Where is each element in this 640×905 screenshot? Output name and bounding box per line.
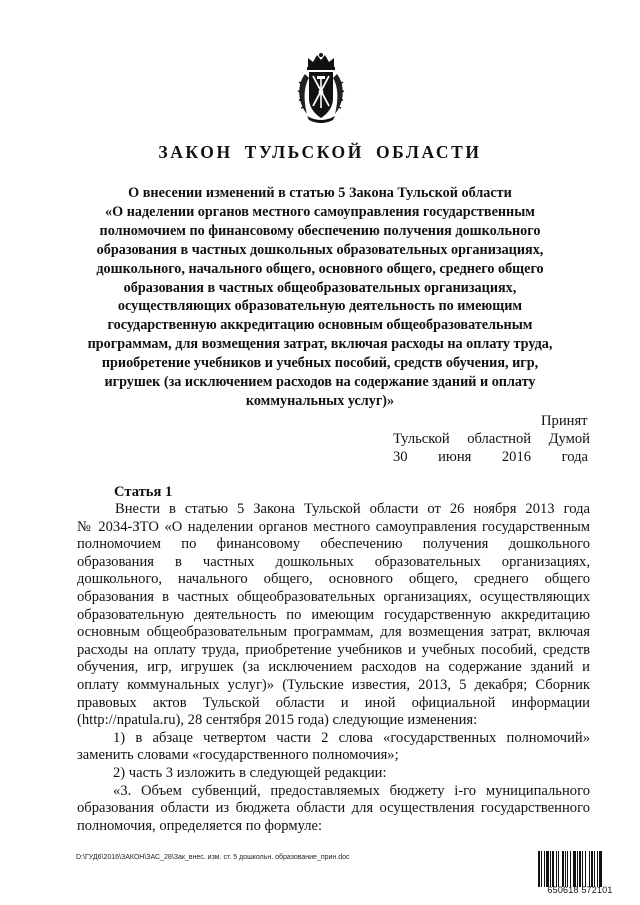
body-line: образования области из бюджета области для осуществления государственного [77,800,590,817]
adoption-accepted: Принят [541,413,588,429]
body-line: основным общеобразовательным программам, для возмещения затрат, включая [77,624,590,641]
adoption-word: Тульской [393,431,450,447]
footer-file-path: D:\ГУД6\2016\ЗАКОН\ЗАС_28\Зак_внес. изм. ст. 5 дошкольн. образование_прин.doc [76,854,350,861]
body-line: полномочием по финансовому обеспечению получения дошкольного [77,536,590,553]
body-line: «3. Объем субвенций, предоставляемых бюджету i-го муниципального [113,782,590,799]
subject-line: программам, для возмещения затрат, включая расходы на оплату труда, [87,336,553,353]
barcode-icon [538,851,622,887]
law-subject [80,184,560,411]
adoption-date [393,449,588,466]
body-line: полномочия, определяется по формуле: [77,817,323,834]
subject-line: образования в частных общеобразовательных организациях, [123,279,517,296]
adoption-word: Думой [548,431,590,447]
adoption-word: областной [467,431,532,447]
adoption-year-word: года [561,449,588,465]
body-line: расходы на оплату труда, приобретение учебников и учебных пособий, средств [77,641,590,658]
subject-line: осуществляющих образовательную деятельность по имеющим [117,298,523,315]
body-line: (http://npatula.ru), 28 сентября 2015 года) следующие изменения: [77,712,478,729]
body-line: образовательную деятельность по имеющим государственную аккредитацию [77,606,590,623]
subject-line: коммунальных услуг)» [245,392,395,409]
adoption-month: июня [438,449,472,465]
article-heading: Статья 1 [114,484,173,500]
adoption-by [393,431,590,448]
body-line: правовых актов Тульской области и иной официальной информации [77,694,590,711]
subject-line: государственную аккредитацию основным общеобразовательным [107,317,533,334]
article-body [77,501,590,835]
body-line: обучения, игр, игрушек (за исключением расходов на содержание зданий и [77,659,590,676]
subject-line: образования в частных дошкольных образовательных организациях, [96,241,544,258]
barcode-number: 650618 572101 [547,885,613,895]
adoption-year: 2016 [501,449,532,465]
subject-line: игрушек (за исключением расходов на содержание зданий и оплату [104,374,536,391]
tula-coat-of-arms-icon [295,52,347,124]
body-line: 1) в абзаце четвертом части 2 слова «государственных полномочий» [113,729,590,746]
law-title: ЗАКОН ТУЛЬСКОЙ ОБЛАСТИ [158,142,482,162]
subject-line: приобретение учебников и учебных пособий, средств обучения, игр, [101,355,539,372]
body-line: образования в частных общеобразовательных организациях, осуществляющих [77,588,590,605]
subject-line: О внесении изменений в статью 5 Закона Тульской области [128,185,512,201]
subject-line: «О наделении органов местного самоуправления государственным [105,203,535,220]
body-line: Внести в статью 5 Закона Тульской области от 26 ноября 2013 года [115,501,590,517]
body-line: образования в частных дошкольных образовательных организациях, [77,553,590,570]
body-line: заменить словами «государственного полномочия»; [77,747,399,764]
body-line: дошкольного, начального общего, основного общего, среднего общего [77,571,590,588]
body-line: оплату коммунальных услуг)» (Тульские известия, 2013, 5 декабря; Сборник [77,676,590,693]
body-line: 2) часть 3 изложить в следующей редакции: [113,764,387,781]
adoption-day: 30 [393,449,408,465]
body-line: № 2034-ЗТО «О наделении органов местного самоуправления государственным [77,518,590,535]
subject-line: полномочием по финансовому обеспечению получения дошкольного [99,222,541,239]
subject-line: дошкольного, начального общего, основного общего, среднего общего [96,260,544,277]
